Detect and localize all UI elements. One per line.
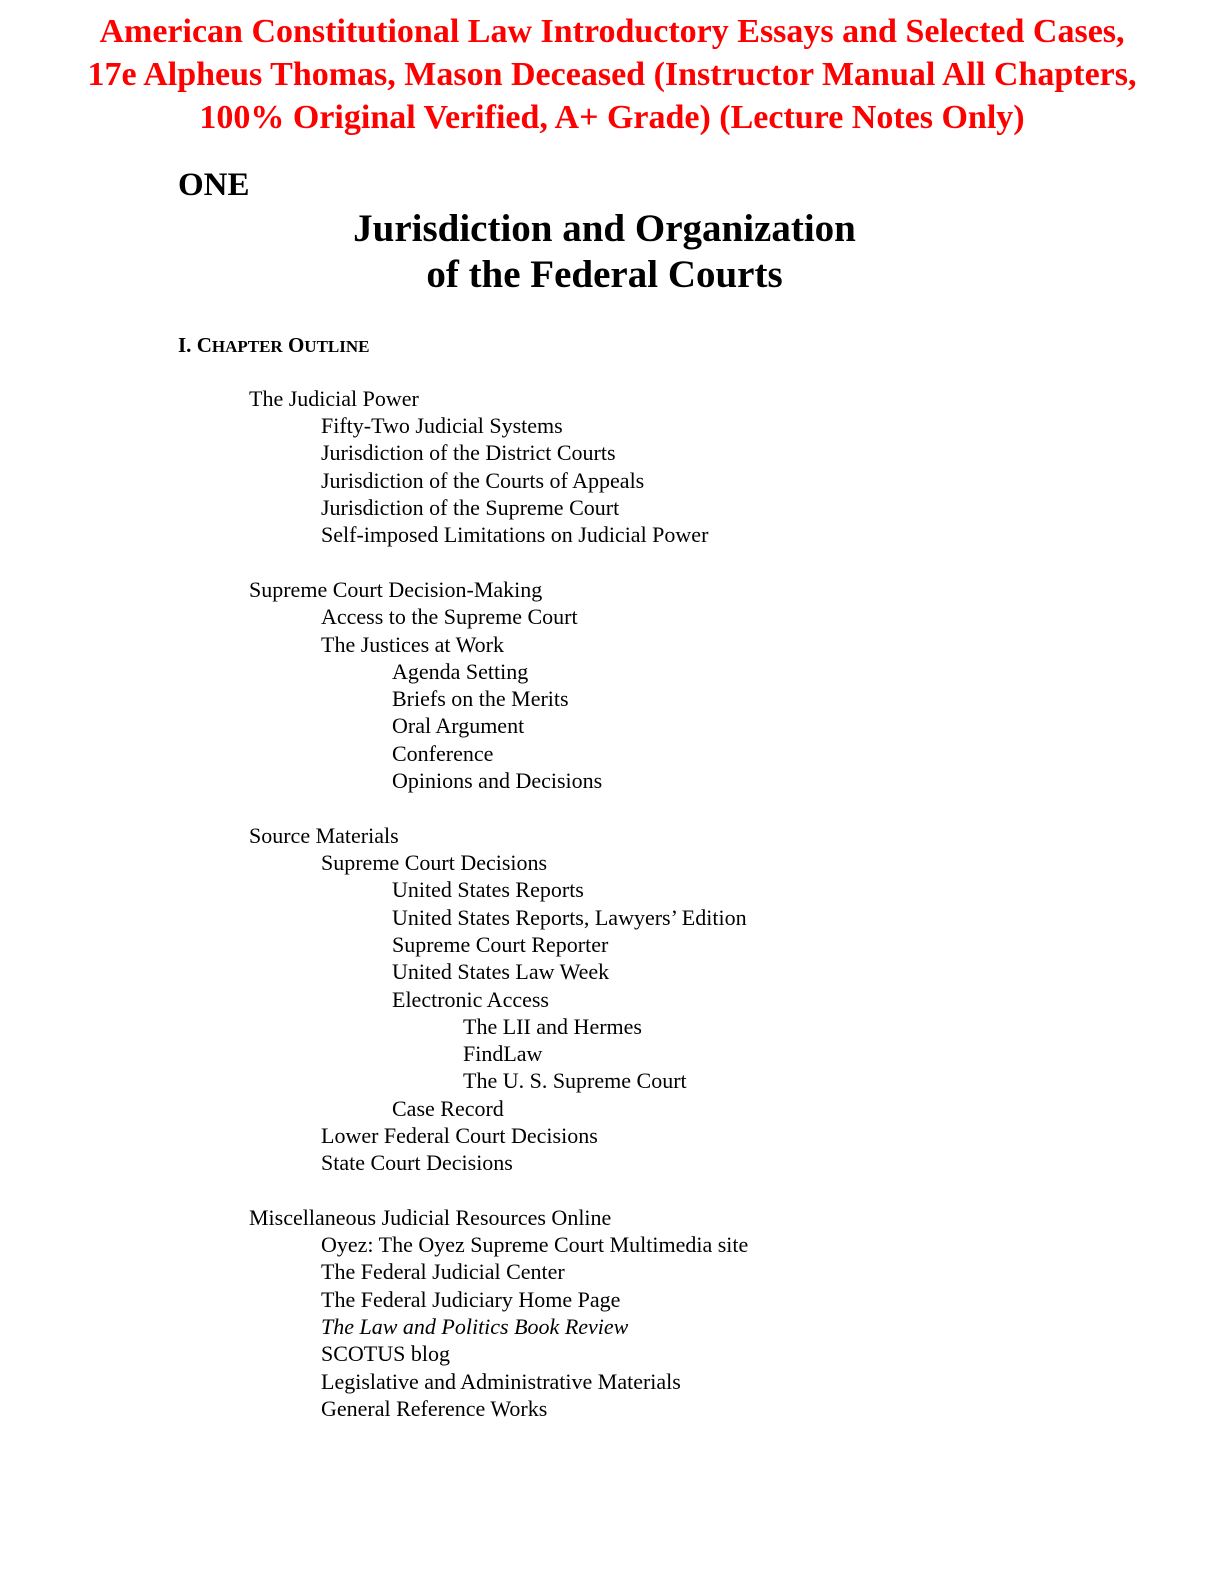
outline-item-level-1: The Law and Politics Book Review: [321, 1314, 629, 1339]
outline-item-level-3: The LII and Hermes: [463, 1014, 642, 1039]
chapter-title-line-1: Jurisdiction and Organization: [353, 207, 856, 250]
outline-item-level-1: The Justices at Work: [321, 632, 504, 657]
outline-item-level-2: Conference: [392, 741, 494, 766]
section-word1-rest: HAPTER: [211, 337, 283, 356]
outline-item-level-2: Oral Argument: [392, 713, 525, 738]
outline-item-level-2: Case Record: [392, 1096, 504, 1121]
outline-item-level-1: Oyez: The Oyez Supreme Court Multimedia site: [321, 1232, 749, 1257]
banner-line-2: 17e Alpheus Thomas, Mason Deceased (Instructor Manual All Chapters,: [87, 56, 1137, 93]
outline-item-level-3: FindLaw: [463, 1041, 543, 1066]
outline-item-level-1: State Court Decisions: [321, 1150, 513, 1175]
banner-line-1: American Constitutional Law Introductory Essays and Selected Cases,: [99, 13, 1125, 50]
section-heading: [178, 331, 369, 361]
outline-item-level-0: Source Materials: [249, 823, 399, 848]
outline-item-level-2: Electronic Access: [392, 987, 549, 1012]
outline-item-level-2: Agenda Setting: [392, 659, 529, 684]
outline-item-level-2: United States Law Week: [392, 959, 610, 984]
section-word1-initial: C: [196, 333, 212, 357]
document-banner: [30, 10, 1194, 139]
outline-item-level-1: Self-imposed Limitations on Judicial Power: [321, 522, 709, 547]
outline-item-level-1: The Federal Judicial Center: [321, 1259, 565, 1284]
outline-item-level-1: Jurisdiction of the Supreme Court: [321, 495, 620, 520]
outline-item-level-2: Supreme Court Reporter: [392, 932, 609, 957]
section-roman: I.: [178, 333, 192, 357]
outline-item-level-2: Briefs on the Merits: [392, 686, 569, 711]
banner-line-3: 100% Original Verified, A+ Grade) (Lecture Notes Only): [199, 99, 1025, 136]
chapter-number: ONE: [178, 167, 250, 203]
outline-item-level-1: Access to the Supreme Court: [321, 604, 578, 629]
outline-item-level-2: Opinions and Decisions: [392, 768, 603, 793]
outline-item-level-1: Jurisdiction of the District Courts: [321, 440, 616, 465]
outline-item-level-2: United States Reports, Lawyers’ Edition: [392, 905, 747, 930]
outline-item-level-1: General Reference Works: [321, 1396, 548, 1421]
chapter-title: [0, 206, 1209, 298]
outline-item-level-1: SCOTUS blog: [321, 1341, 450, 1366]
outline-item-level-1: Legislative and Administrative Materials: [321, 1369, 681, 1394]
outline-item-level-0: Supreme Court Decision-Making: [249, 577, 543, 602]
outline-item-level-0: The Judicial Power: [249, 386, 419, 411]
outline-item-level-3: The U. S. Supreme Court: [463, 1068, 687, 1093]
outline-item-level-1: The Federal Judiciary Home Page: [321, 1287, 621, 1312]
section-word2-rest: UTLINE: [304, 337, 370, 356]
outline-item-level-0: Miscellaneous Judicial Resources Online: [249, 1205, 612, 1230]
outline-item-level-1: Jurisdiction of the Courts of Appeals: [321, 468, 645, 493]
outline-item-level-1: Fifty-Two Judicial Systems: [321, 413, 563, 438]
outline-item-level-1: Lower Federal Court Decisions: [321, 1123, 598, 1148]
outline-item-level-2: United States Reports: [392, 877, 584, 902]
outline-item-level-1: Supreme Court Decisions: [321, 850, 548, 875]
section-word2-initial: O: [287, 333, 305, 357]
chapter-title-line-2: of the Federal Courts: [426, 253, 783, 296]
